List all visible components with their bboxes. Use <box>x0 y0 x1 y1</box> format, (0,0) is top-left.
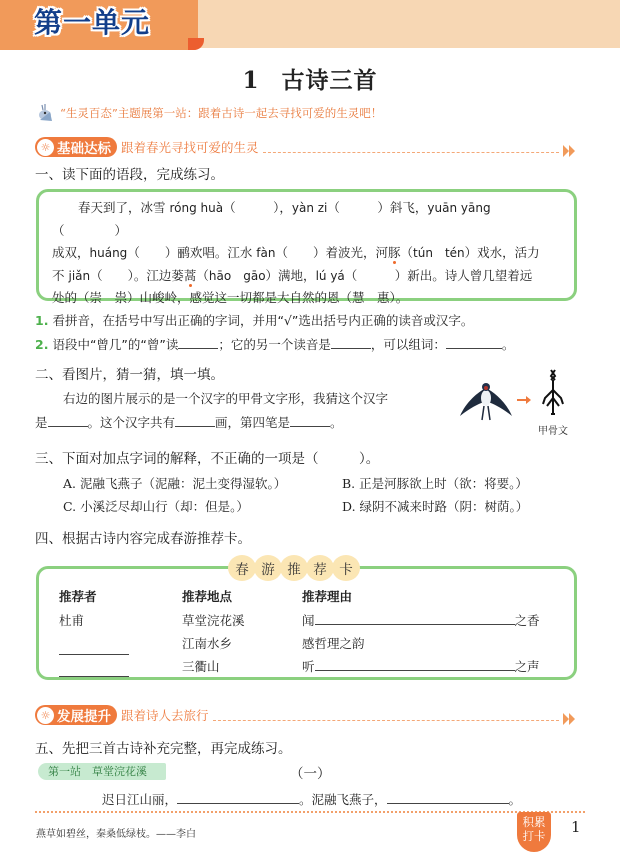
q3-heading: 三、下面对加点字词的解释，不正确的一项是（ ）。 <box>35 451 380 467</box>
double-arrow-icon <box>563 713 577 725</box>
option-c[interactable]: C. 小溪泛尽却山行（却：但是。） <box>63 499 249 514</box>
answer-blank[interactable]: （ ） <box>52 222 128 238</box>
section-pill-basic <box>35 137 117 157</box>
reason-1: 闻 之香 <box>302 613 540 628</box>
oracle-bone-glyph <box>540 368 566 420</box>
accumulate-badge <box>517 812 551 852</box>
badge-text: 打卡 <box>522 829 546 843</box>
section-subtitle: 跟着春光寻找可爱的生灵 <box>121 140 259 155</box>
poem-number: （一） <box>290 766 331 782</box>
passage-line-1: 春天到了，冰雪 róng huà（ ），yàn zi（ ）斜飞，yuān yāng（ ） <box>52 200 491 238</box>
card-title-char: 游 <box>254 555 282 581</box>
q1-sub2: 2. 语段中“曾几”的“曾”读 ；它的另一个读音是 ，可以组词： 。 <box>35 337 515 352</box>
recommender-1: 杜甫 <box>59 613 85 628</box>
q4-heading: 四、根据古诗内容完成春游推荐卡。 <box>35 531 251 547</box>
dashed-line <box>213 720 559 721</box>
place-2: 江南水乡 <box>182 636 233 651</box>
section-basic <box>35 136 577 158</box>
wave-decoration <box>190 36 620 52</box>
card-title-char: 推 <box>280 555 308 581</box>
answer-blank[interactable] <box>178 337 218 349</box>
answer-blank[interactable] <box>175 415 215 427</box>
card-title-char: 卡 <box>332 555 360 581</box>
option-d[interactable]: D. 绿阴不减来时路（阴：树荫。） <box>342 499 529 514</box>
answer-blank[interactable] <box>331 337 371 349</box>
passage-line-4: 处的（崇 祟）山峻岭，感觉这一切都是大自然的恩（慧 惠）。 <box>52 290 409 305</box>
col-header-reason: 推荐理由 <box>302 589 353 604</box>
answer-blank[interactable]: （ ）斜飞， <box>327 200 428 215</box>
section-label: 发展提升 <box>57 709 111 725</box>
dotted-char: 蒿 <box>183 267 197 283</box>
footer-quote: 燕草如碧丝，秦桑低绿枝。——李白 <box>36 829 196 840</box>
q5-heading: 五、先把三首古诗补充完整，再完成练习。 <box>35 741 292 757</box>
pinyin-choice[interactable]: tún tén <box>413 246 465 260</box>
section-label: 基础达标 <box>57 141 111 157</box>
poem-line: 迟日江山丽， 。泥融飞燕子， 。 <box>102 792 522 807</box>
answer-blank[interactable] <box>59 643 129 655</box>
lesson-number: 1 <box>242 67 260 94</box>
answer-blank[interactable] <box>446 337 502 349</box>
passage-line-2: 成双，huáng（ ）鹂欢唱。江水 fàn（ ）着波光，河豚（tún tén）戏水，活力 <box>52 245 540 260</box>
double-arrow-icon <box>563 145 577 157</box>
q1-heading: 一、读下面的语段，完成练习。 <box>35 167 224 183</box>
lightbulb-icon: ☼ <box>37 139 54 156</box>
section-advanced <box>35 704 577 726</box>
card-title-char: 春 <box>228 555 256 581</box>
reason-3: 听 之声 <box>302 659 540 674</box>
q2-heading: 二、看图片，猜一猜，填一填。 <box>35 367 224 383</box>
answer-blank[interactable] <box>48 415 88 427</box>
answer-blank[interactable] <box>290 415 330 427</box>
theme-text: “生灵百态”主题展第一站：跟着古诗一起去寻找可爱的生灵吧！ <box>60 106 383 120</box>
dotted-char: 豚 <box>388 245 401 260</box>
station-tag: 第一站 草堂浣花溪 <box>38 763 166 780</box>
passage-line-3: 不 jiǎn（ ）。江边蒌蒿（hāo gāo）满地，lú yá（ ）新出。诗人曾几望着远 <box>52 267 533 283</box>
arrow-right-icon <box>517 396 531 404</box>
passage <box>52 197 562 310</box>
place-3: 三衢山 <box>182 659 220 674</box>
section-subtitle: 跟着诗人去旅行 <box>121 708 209 723</box>
lightbulb-icon: ☼ <box>37 707 54 724</box>
answer-blank[interactable] <box>315 613 515 625</box>
swallow-image <box>458 378 514 422</box>
page-number: 1 <box>571 818 581 836</box>
card-title-char: 荐 <box>306 555 334 581</box>
answer-blank[interactable]: （ ）鹂欢唱。江水 <box>127 245 257 260</box>
col-header-recommender: 推荐者 <box>59 589 97 604</box>
lesson-name: 古诗三首 <box>281 67 378 94</box>
answer-blank[interactable]: （ ）， <box>223 200 292 215</box>
answer-blank[interactable]: （ ）新出。诗人曾几望着远 <box>344 267 533 283</box>
answer-blank[interactable] <box>177 792 299 804</box>
section-pill-advanced <box>35 705 117 725</box>
dashed-line <box>263 152 559 153</box>
option-a[interactable]: A. 泥融飞燕子（泥融：泥土变得湿软。） <box>63 476 287 491</box>
footer-divider <box>35 811 585 813</box>
badge-text: 积累 <box>522 815 546 829</box>
answer-blank[interactable]: （ ）。江边蒌 <box>90 267 184 283</box>
answer-blank[interactable] <box>387 792 509 804</box>
answer-blank[interactable] <box>315 659 515 671</box>
reason-2: 感哲理之韵 <box>302 636 365 651</box>
mascot-megaphone-icon <box>36 102 58 124</box>
lesson-title <box>0 62 620 95</box>
q2-line-2: 是 。这个汉字共有 画，第四笔是 。 <box>35 415 343 430</box>
place-1: 草堂浣花溪 <box>182 613 245 628</box>
theme-line <box>36 102 382 124</box>
answer-blank[interactable] <box>59 665 129 677</box>
option-b[interactable]: B. 正是河豚欲上时（欲：将要。） <box>342 476 528 491</box>
card-title <box>228 555 358 581</box>
pinyin-choice[interactable]: hāo gāo <box>208 268 266 283</box>
col-header-place: 推荐地点 <box>182 589 233 604</box>
image-caption: 甲骨文 <box>538 426 568 437</box>
unit-title: 第一单元 <box>34 6 151 39</box>
q1-sub1: 1. 看拼音，在括号中写出正确的字词，并用“√”选出括号内正确的读音或汉字。 <box>35 313 474 328</box>
q2-line-1: 右边的图片展示的是一个汉字的甲骨文字形，我猜这个汉字 <box>63 391 389 406</box>
